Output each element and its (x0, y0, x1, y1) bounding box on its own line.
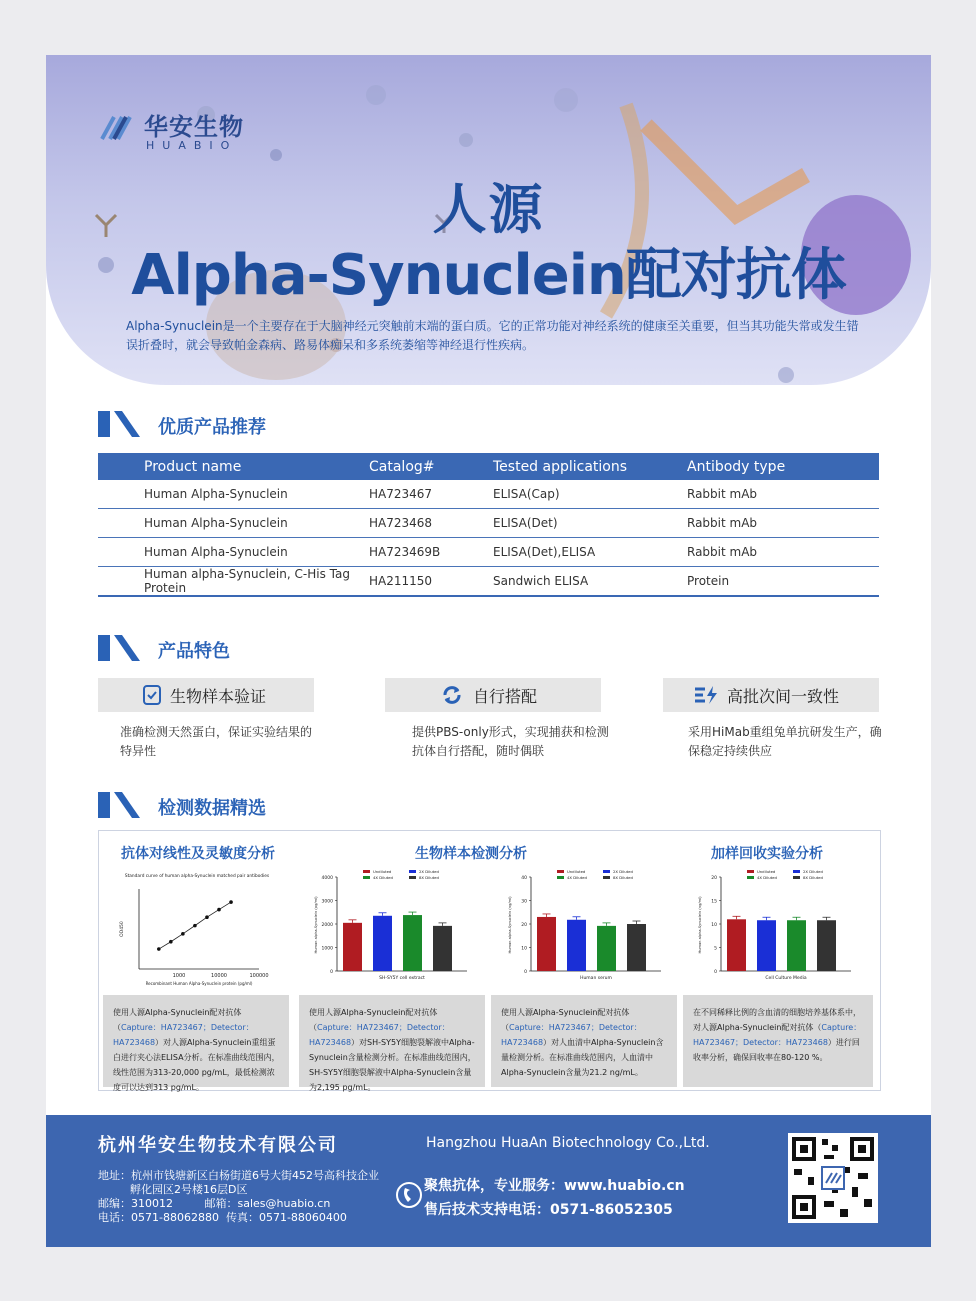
bar (403, 915, 422, 971)
legend-swatch (603, 876, 610, 879)
table-cell: ELISA(Det),ELISA (493, 538, 687, 567)
address-line: 孵化园区2号楼16层D区 (130, 1183, 248, 1196)
y-tick-label: 4000 (321, 876, 333, 881)
col-header: Product name (98, 453, 369, 480)
feature-desc: 准确检测天然蛋白，保证实验结果的特异性 (120, 725, 313, 758)
email[interactable]: 邮箱：sales@huabio.cn (204, 1197, 331, 1210)
x-axis-label: SH-SY5Y cell extract (379, 976, 425, 981)
feature-title: 高批次间一致性 (727, 687, 840, 706)
panel-caption (299, 995, 485, 1092)
y-tick-label: 40 (521, 876, 527, 881)
legend-label: 8X Diluted (419, 875, 439, 880)
address-line: 地址：杭州市钱塘新区白杨街道6号大街452号高科技企业 (98, 1169, 379, 1182)
support-phone: 售后技术支持电话：0571-86052305 (424, 1202, 673, 1218)
contact-info (98, 1169, 379, 1225)
legend-swatch (557, 870, 564, 873)
title-line2: Alpha-Synuclein配对抗体 (131, 243, 846, 308)
bar (757, 920, 776, 971)
legend-label: 4X Diluted (373, 875, 393, 880)
section-title-products: 优质产品推荐 (158, 417, 266, 438)
bar (343, 923, 362, 971)
caption-highlight: Capture：HA723467；Detector：HA723468 (113, 1023, 254, 1047)
panel-title: 加样回收实验分析 (711, 846, 823, 862)
feature-title: 自行搭配 (473, 687, 538, 706)
caption-text: ）对人源Alpha-Synuclein重组蛋白进行夹心法ELISA分析。在标准曲线范围内，线性范围为313-20,000 pg/mL，最低检测浓度可以达到313 pg/mL。 (113, 1038, 280, 1092)
bar (373, 916, 392, 971)
legend-swatch (557, 876, 564, 879)
product-table (98, 453, 879, 597)
feature-desc: 采用HiMab重组兔单抗研发生产，确保稳定持续供应 (688, 725, 882, 758)
section-slash-icon (98, 633, 142, 663)
caption-highlight: Capture：HA723467；Detector：HA723468 (501, 1023, 642, 1047)
legend-label: Undiluted (567, 869, 586, 874)
y-tick-label: 20 (711, 876, 717, 881)
media-bar-chart (687, 867, 867, 991)
feature-card (385, 678, 601, 712)
phone: 电话：0571-88062880 (98, 1211, 219, 1224)
table-cell: Sandwich ELISA (493, 567, 687, 597)
table-cell: Rabbit mAb (687, 509, 879, 538)
legend-label: 4X Diluted (757, 875, 777, 880)
legend-label: Undiluted (373, 869, 392, 874)
phone-icon (396, 1177, 422, 1213)
feature-title: 生物样本验证 (170, 687, 267, 706)
legend-swatch (747, 876, 754, 879)
table-row (98, 509, 879, 538)
caption-highlight: Capture：HA723467；Detector：HA723468 (693, 1023, 862, 1047)
y-axis-label: Human alpha-Synuclein (ng/ml) (508, 896, 512, 954)
legend-swatch (793, 876, 800, 879)
table-cell: Human Alpha-Synuclein (98, 480, 369, 509)
y-tick-label: 2000 (321, 923, 333, 928)
bar (433, 926, 452, 971)
table-cell: HA211150 (369, 567, 493, 597)
panel-title: 抗体对线性及灵敏度分析 (121, 846, 275, 862)
bar (817, 920, 836, 971)
panel-title: 生物样本检测分析 (415, 846, 527, 862)
standard-curve-chart (109, 867, 285, 991)
bar (627, 924, 646, 971)
section-slash-icon (98, 790, 142, 820)
bar (537, 917, 556, 971)
panel-caption (491, 995, 677, 1087)
caption-text: 使用人源Alpha-Synuclein配对抗体（ (113, 1008, 242, 1032)
col-header: Antibody type (687, 453, 879, 480)
section-title-features: 产品特色 (158, 641, 230, 662)
phone-fax-line (98, 1211, 379, 1225)
caption-highlight: Capture：HA723467；Detector：HA723468 (309, 1023, 450, 1047)
feature-card (663, 678, 879, 712)
bar (567, 920, 586, 971)
service-slogan: 聚焦抗体，专业服务：www.huabio.cn (424, 1178, 685, 1194)
legend-swatch (363, 870, 370, 873)
bar (727, 919, 746, 971)
legend-label: Undiluted (757, 869, 776, 874)
data-point (169, 940, 173, 944)
table-cell: Rabbit mAb (687, 538, 879, 567)
col-header: Tested applications (493, 453, 687, 480)
table-row (98, 567, 879, 597)
y-tick-label: 20 (521, 923, 527, 928)
x-tick-label: 100000 (249, 973, 269, 979)
col-header: Catalog# (369, 453, 493, 480)
legend-label: 4X Diluted (567, 875, 587, 880)
legend-label: 2X Diluted (419, 869, 439, 874)
table-cell: HA723467 (369, 480, 493, 509)
y-tick-label: 0 (714, 970, 717, 975)
caption-text: 使用人源Alpha-Synuclein配对抗体（ (309, 1008, 438, 1032)
table-cell: Human Alpha-Synuclein (98, 538, 369, 567)
legend-swatch (603, 870, 610, 873)
table-header-row (98, 453, 879, 480)
brand-name-en: HUABIO (146, 139, 238, 152)
table-cell: Human alpha-Synuclein, C-His Tag Protein (98, 567, 369, 597)
section-slash-icon (98, 409, 142, 439)
y-tick-label: 0 (524, 970, 527, 975)
panel-caption (683, 995, 873, 1087)
y-tick-label: 10 (711, 923, 717, 928)
legend-swatch (747, 870, 754, 873)
y-tick-label: 15 (711, 899, 717, 905)
legend-label: 2X Diluted (613, 869, 633, 874)
y-tick-label: 10 (521, 946, 527, 952)
y-tick-label: 3000 (321, 899, 333, 905)
legend-swatch (363, 876, 370, 879)
x-tick-label: 1000 (172, 973, 186, 979)
data-point (193, 924, 197, 928)
postcode: 邮编：310012 (98, 1197, 173, 1210)
table-cell: ELISA(Cap) (493, 480, 687, 509)
postcode-email-line (98, 1197, 379, 1211)
legend-swatch (793, 870, 800, 873)
data-point (157, 947, 161, 951)
y-axis-label: OD450 (120, 921, 125, 937)
legend-swatch (409, 876, 416, 879)
feature-card (98, 678, 314, 712)
caption-text: 在不同稀释比例的含血清的细胞培养基体系中，对人源Alpha-Synuclein配对抗体（ (693, 1008, 861, 1032)
legend-label: 8X Diluted (803, 875, 823, 880)
legend-label: 8X Diluted (613, 875, 633, 880)
company-name-en: Hangzhou HuaAn Biotechnology Co.,Ltd. (426, 1135, 710, 1151)
intro-text: Alpha-Synuclein是一个主要存在于大脑神经元突触前末端的蛋白质。它的正常功能对神经系统的健康至关重要，但当其功能失常或发生错误折叠时，就会导致帕金森病、路易体痴呆和多系统萎缩等神经退行性疾病。 (126, 319, 859, 352)
data-point (205, 915, 209, 919)
data-point (229, 900, 233, 904)
huabio-logo-icon (100, 109, 138, 143)
table-cell: Rabbit mAb (687, 480, 879, 509)
x-axis-label: Cell Culture Media (765, 976, 807, 981)
table-row (98, 538, 879, 567)
data-panel (98, 830, 881, 1091)
caption-text: ）对人血清中Alpha-Synuclein含量检测分析。在标准曲线范围内，人血清中Alpha-Synuclein含量为21.2 ng/mL。 (501, 1038, 664, 1077)
y-tick-label: 5 (714, 946, 717, 952)
legend-swatch (409, 870, 416, 873)
x-axis-label: Recombinant Human Alpha-Synuclein protein (pg/ml) (145, 981, 253, 986)
cell-extract-bar-chart (303, 867, 483, 991)
feature-desc: 提供PBS-only形式，实现捕获和检测抗体自行搭配，随时偶联 (412, 725, 609, 758)
fax: 传真：0571-88060400 (225, 1211, 347, 1224)
table-cell: ELISA(Det) (493, 509, 687, 538)
brochure-sheet (46, 55, 931, 1247)
table-cell: HA723468 (369, 509, 493, 538)
table-cell: Human Alpha-Synuclein (98, 509, 369, 538)
x-tick-label: 10000 (211, 973, 227, 979)
y-tick-label: 1000 (321, 946, 333, 952)
y-axis-label: Human alpha-Synuclein (ng/ml) (698, 896, 702, 954)
y-tick-label: 30 (521, 899, 527, 905)
vial-check-icon (142, 684, 162, 706)
brand-name-cn: 华安生物 (144, 113, 244, 141)
x-axis-label: Human serum (580, 976, 612, 981)
data-point (217, 908, 221, 912)
footer (46, 1115, 931, 1247)
qr-code-icon[interactable] (788, 1133, 878, 1223)
table-row (98, 480, 879, 509)
company-name-cn: 杭州华安生物技术有限公司 (98, 1135, 338, 1156)
table-cell: HA723469B (369, 538, 493, 567)
chart-title: Standard curve of human alpha-Synuclein matched pair antibodies (124, 874, 270, 879)
bar (597, 926, 616, 971)
panel-caption (103, 995, 289, 1092)
caption-text: ）对SH-SY5Y细胞裂解液中Alpha-Synuclein含量检测分析。在标准曲线范围内，SH-SY5Y细胞裂解液中Alpha-Synuclein含量为2,195 pg/mL。 (309, 1038, 476, 1092)
caption-text: 使用人源Alpha-Synuclein配对抗体（ (501, 1008, 630, 1032)
data-point (181, 932, 185, 936)
bar (787, 920, 806, 971)
y-axis-label: Human alpha-Synuclein (pg/ml) (314, 896, 318, 954)
section-title-data: 检测数据精选 (158, 798, 266, 819)
flow-icon (693, 684, 719, 706)
serum-bar-chart (497, 867, 677, 991)
y-tick-label: 0 (330, 970, 333, 975)
table-cell: Protein (687, 567, 879, 597)
hero-banner (46, 55, 931, 385)
legend-label: 2X Diluted (803, 869, 823, 874)
title-line1: 人源 (432, 178, 545, 241)
refresh-icon (441, 684, 463, 706)
caption-text: ）进行回收率分析，确保回收率在80-120 %。 (693, 1038, 860, 1062)
